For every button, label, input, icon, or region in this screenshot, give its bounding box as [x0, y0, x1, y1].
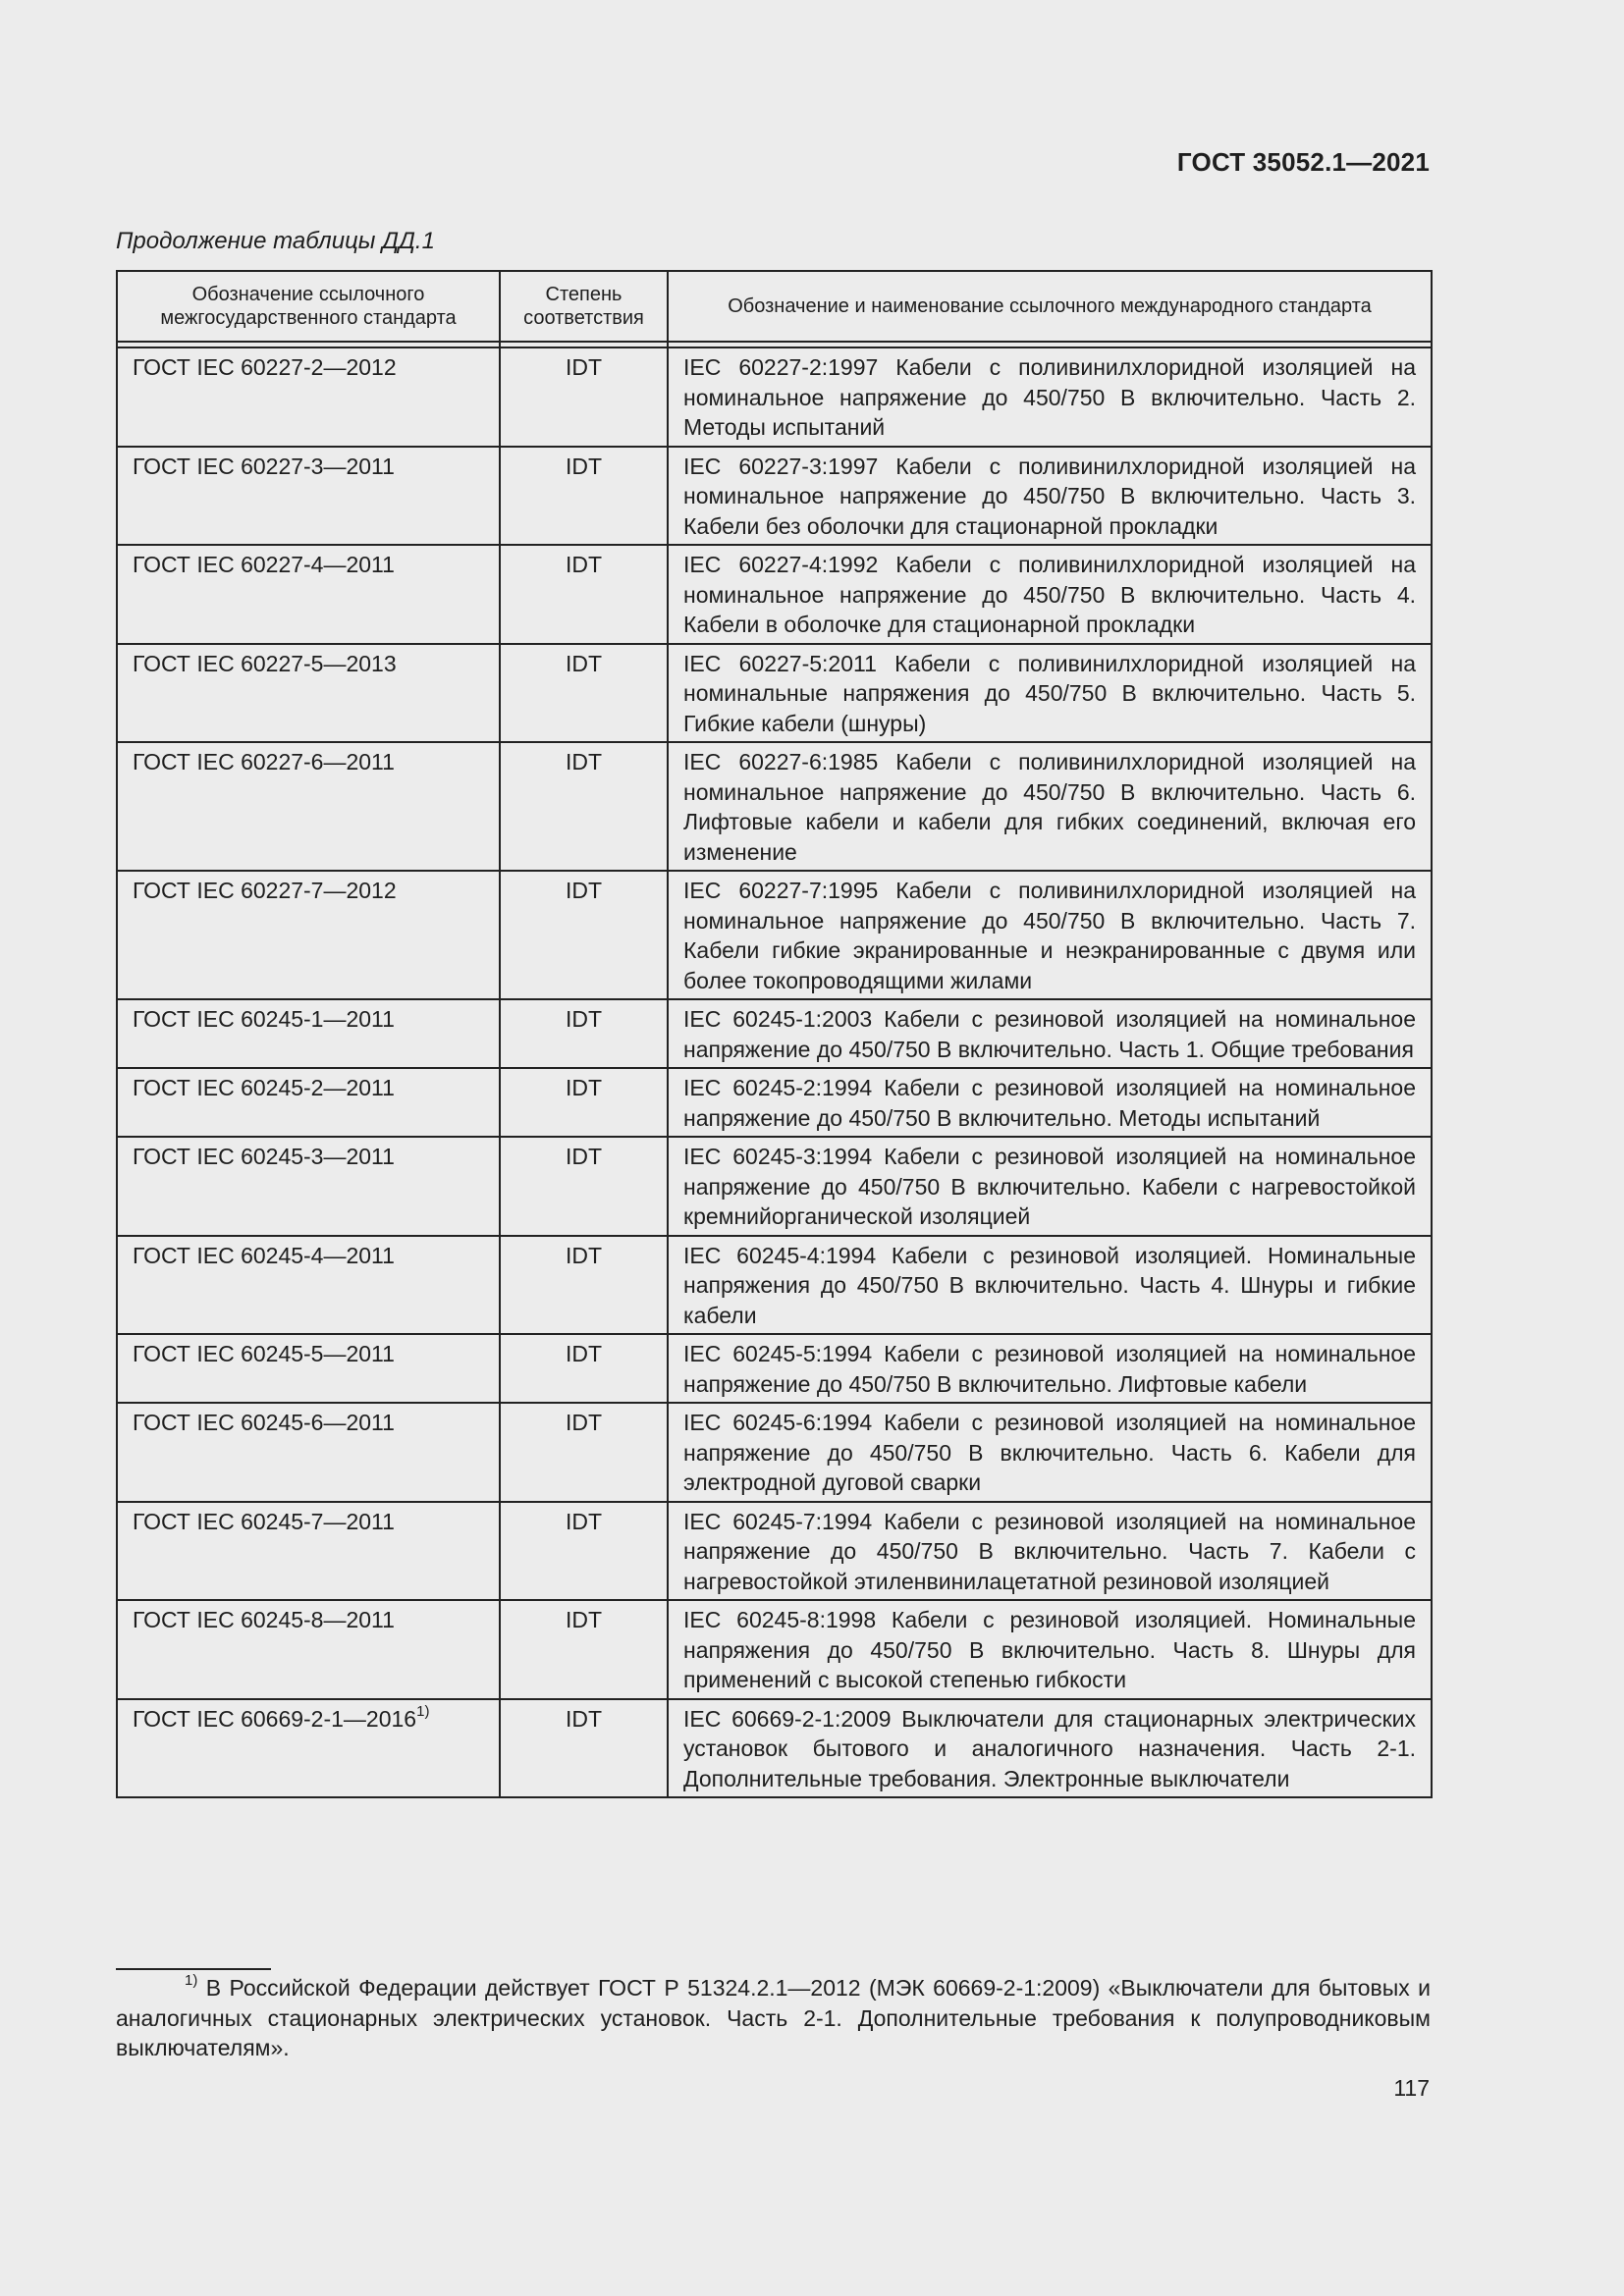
reference-standards-table	[116, 270, 1433, 1798]
interstate-standard-cell	[117, 1502, 500, 1601]
table-row	[117, 1403, 1432, 1502]
degree-cell: IDT	[500, 1334, 668, 1403]
interstate-standard-cell	[117, 347, 500, 447]
footnote-reference: 1)	[416, 1702, 430, 1720]
column-header-degree: Степень соответствия	[500, 271, 668, 342]
interstate-standard-code: ГОСТ IEC 60245-8—2011	[133, 1607, 395, 1632]
table-row	[117, 999, 1432, 1068]
international-standard-cell: IEC 60245-1:2003 Кабели с резиновой изоляцией на номинальное напряжение до 450/750 В включительно. Часть 1. Общие требования	[668, 999, 1432, 1068]
interstate-standard-cell	[117, 1068, 500, 1137]
international-standard-cell: IEC 60245-8:1998 Кабели с резиновой изоляцией. Номинальные напряжения до 450/750 В включительно. Часть 8. Шнуры для применений с высокой степенью гибкости	[668, 1600, 1432, 1699]
international-standard-cell: IEC 60245-5:1994 Кабели с резиновой изоляцией на номинальное напряжение до 450/750 В включительно. Лифтовые кабели	[668, 1334, 1432, 1403]
interstate-standard-code: ГОСТ IEC 60669-2-1—2016	[133, 1705, 417, 1732]
table-row	[117, 1502, 1432, 1601]
interstate-standard-code: ГОСТ IEC 60245-2—2011	[133, 1075, 395, 1100]
interstate-standard-cell	[117, 742, 500, 871]
interstate-standard-cell	[117, 1600, 500, 1699]
interstate-standard-code: ГОСТ IEC 60227-3—2011	[133, 453, 395, 479]
international-standard-cell: IEC 60227-2:1997 Кабели с поливинилхлоридной изоляцией на номинальное напряжение до 450/750 В включительно. Часть 2. Методы испытаний	[668, 347, 1432, 447]
table-row	[117, 1699, 1432, 1798]
international-standard-cell: IEC 60227-3:1997 Кабели с поливинилхлоридной изоляцией на номинальное напряжение до 450/750 В включительно. Часть 3. Кабели без оболочки для стационарной прокладки	[668, 447, 1432, 546]
document-designation: ГОСТ 35052.1—2021	[1176, 147, 1430, 177]
degree-cell: IDT	[500, 999, 668, 1068]
interstate-standard-code: ГОСТ IEC 60227-5—2013	[133, 650, 397, 676]
interstate-standard-code: ГОСТ IEC 60245-4—2011	[133, 1242, 395, 1268]
interstate-standard-code: ГОСТ IEC 60245-5—2011	[133, 1341, 395, 1366]
table-row	[117, 1137, 1432, 1236]
interstate-standard-cell	[117, 447, 500, 546]
interstate-standard-cell	[117, 871, 500, 999]
degree-cell: IDT	[500, 1600, 668, 1699]
table-header-row	[117, 271, 1432, 342]
interstate-standard-cell	[117, 1403, 500, 1502]
interstate-standard-cell	[117, 545, 500, 644]
degree-cell: IDT	[500, 1236, 668, 1335]
footnote	[116, 1973, 1431, 2063]
international-standard-cell: IEC 60245-7:1994 Кабели с резиновой изоляцией на номинальное напряжение до 450/750 В включительно. Часть 7. Кабели с нагревостойкой этиленвинилацетатной резиновой изоляцией	[668, 1502, 1432, 1601]
interstate-standard-cell	[117, 644, 500, 743]
interstate-standard-code: ГОСТ IEC 60245-7—2011	[133, 1508, 395, 1534]
footnote-mark: 1)	[185, 1972, 198, 1990]
degree-cell: IDT	[500, 1068, 668, 1137]
interstate-standard-code: ГОСТ IEC 60227-2—2012	[133, 354, 397, 380]
international-standard-cell: IEC 60245-4:1994 Кабели с резиновой изоляцией. Номинальные напряжения до 450/750 В включительно. Часть 4. Шнуры и гибкие кабели	[668, 1236, 1432, 1335]
table-row	[117, 1600, 1432, 1699]
international-standard-cell: IEC 60245-6:1994 Кабели с резиновой изоляцией на номинальное напряжение до 450/750 В включительно. Часть 6. Кабели для электродной дуговой сварки	[668, 1403, 1432, 1502]
interstate-standard-cell	[117, 1699, 500, 1798]
interstate-standard-code: ГОСТ IEC 60245-6—2011	[133, 1410, 395, 1435]
table-row	[117, 1068, 1432, 1137]
interstate-standard-code: ГОСТ IEC 60227-6—2011	[133, 749, 395, 774]
interstate-standard-code: ГОСТ IEC 60245-1—2011	[133, 1006, 395, 1032]
degree-cell: IDT	[500, 742, 668, 871]
international-standard-cell: IEC 60227-7:1995 Кабели с поливинилхлоридной изоляцией на номинальное напряжение до 450/750 В включительно. Часть 7. Кабели гибкие экранированные и неэкранированные с двумя или более токопроводящими жилами	[668, 871, 1432, 999]
international-standard-cell: IEC 60227-5:2011 Кабели с поливинилхлоридной изоляцией на номинальные напряжения до 450/750 В включительно. Часть 5. Гибкие кабели (шнуры)	[668, 644, 1432, 743]
footnote-text: В Российской Федерации действует ГОСТ Р 51324.2.1—2012 (МЭК 60669-2-1:2009) «Выключатели для бытовых и аналогичных стационарных электрических установок. Часть 2-1. Дополнительные требования к полупроводниковым выключателям».	[116, 1975, 1431, 2060]
table-row	[117, 545, 1432, 644]
table-row	[117, 1236, 1432, 1335]
degree-cell: IDT	[500, 347, 668, 447]
degree-cell: IDT	[500, 1403, 668, 1502]
international-standard-cell: IEC 60245-2:1994 Кабели с резиновой изоляцией на номинальное напряжение до 450/750 В включительно. Методы испытаний	[668, 1068, 1432, 1137]
degree-cell: IDT	[500, 1699, 668, 1798]
page-number: 117	[1393, 2075, 1430, 2101]
degree-cell: IDT	[500, 871, 668, 999]
interstate-standard-code: ГОСТ IEC 60227-4—2011	[133, 552, 395, 577]
interstate-standard-code: ГОСТ IEC 60245-3—2011	[133, 1144, 395, 1169]
degree-cell: IDT	[500, 1502, 668, 1601]
interstate-standard-cell	[117, 1334, 500, 1403]
table-row	[117, 871, 1432, 999]
interstate-standard-cell	[117, 999, 500, 1068]
degree-cell: IDT	[500, 644, 668, 743]
international-standard-cell: IEC 60669-2-1:2009 Выключатели для стационарных электрических установок бытового и аналогичного назначения. Часть 2-1. Дополнительные требования. Электронные выключатели	[668, 1699, 1432, 1798]
international-standard-cell: IEC 60227-6:1985 Кабели с поливинилхлоридной изоляцией на номинальное напряжение до 450/750 В включительно. Часть 6. Лифтовые кабели и кабели для гибких соединений, включая его изменение	[668, 742, 1432, 871]
international-standard-cell: IEC 60245-3:1994 Кабели с резиновой изоляцией на номинальное напряжение до 450/750 В включительно. Кабели с нагревостойкой кремнийорганической изоляцией	[668, 1137, 1432, 1236]
table-row	[117, 644, 1432, 743]
table-body	[117, 342, 1432, 1797]
international-standard-cell: IEC 60227-4:1992 Кабели с поливинилхлоридной изоляцией на номинальное напряжение до 450/750 В включительно. Часть 4. Кабели в оболочке для стационарной прокладки	[668, 545, 1432, 644]
degree-cell: IDT	[500, 545, 668, 644]
table-row	[117, 742, 1432, 871]
degree-cell: IDT	[500, 1137, 668, 1236]
table-caption: Продолжение таблицы ДД.1	[116, 228, 435, 254]
degree-cell: IDT	[500, 447, 668, 546]
interstate-standard-cell	[117, 1236, 500, 1335]
table-row	[117, 347, 1432, 447]
column-header-international-standard: Обозначение и наименование ссылочного международного стандарта	[668, 271, 1432, 342]
interstate-standard-code: ГОСТ IEC 60227-7—2012	[133, 878, 397, 903]
table-row	[117, 1334, 1432, 1403]
column-header-interstate-standard: Обозначение ссылочного межгосударственного стандарта	[117, 271, 500, 342]
interstate-standard-cell	[117, 1137, 500, 1236]
footnote-divider	[116, 1968, 271, 1970]
table-row	[117, 447, 1432, 546]
